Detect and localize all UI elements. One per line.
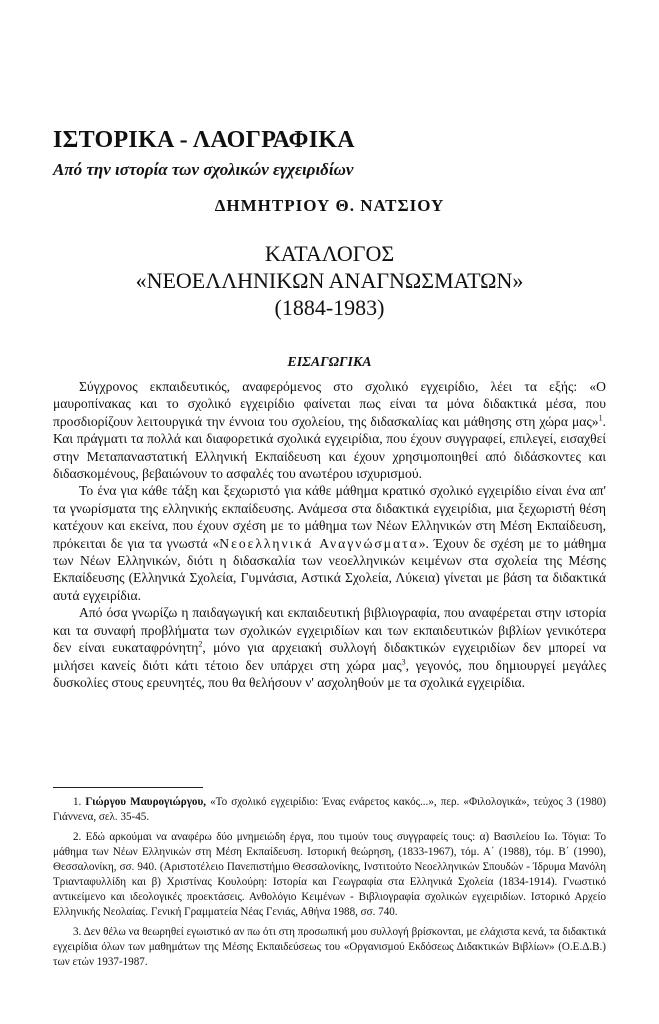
paragraph-3-text-a: Από όσα γνωρίζω η παιδαγωγική και εκπαιδευτική βιβλιογραφία, που αναφέρεται στην ιστορία και τα συναφή προβλήματα των σχολικών εγχειριδίων και των εκπαιδευτικών βιβλίων γενικότερα δεν είναι ευκαταφρόνητη: [53, 605, 606, 656]
footnotes: [53, 795, 606, 975]
paragraph-1-text-a: Σύγχρονος εκπαιδευτικός, αναφερόμενος στο σχολικό εγχειρίδιο, λέει τα εξής: «Ο μαυροπίνακας και το σχολικό εγχειρίδιο φαίνεται πως είναι τα μόνα διδακτικά μέσα, που προσδιορίζουν λειτουργικά την έννοια του σχολείου, της διδασκαλίας και μάθησης στη χώρα μας»: [53, 379, 606, 429]
footnote-1-number: 1.: [73, 796, 86, 808]
paragraph-1-text-b: . Και πράγματι τα πολλά και διαφορετικά σχολικά εγχειρίδια, που έχουν συγγραφεί, επιλεγεί, εισαχθεί στην Μεταπαναστατική Ελληνική Εκπαίδευση και έχουν χρησιμοποιηθεί από διδάσκοντες και διδασκομένους, βεβαιώνουν το ασφαλές του ανωτέρου ισχυρισμού.: [53, 413, 606, 482]
footnote-1-author: Γιώργου Μαυρογιώργου,: [85, 796, 206, 808]
footnote-2: 2. Εδώ αρκούμαι να αναφέρω δύο μνημειώδη έργα, που τιμούν τους συγγραφείς τους: α) Βασιλείου Ιω. Τόγια: Το μάθημα των Νέων Ελληνικών στη Μέση Εκπαίδευση. Ιστορική θεώρηση, (1833-1967), τόμ. Α΄ (1988), τόμ. Β΄ (1990), Θεσσαλονίκη, σσ. 940. (Αριστοτέλειο Πανεπιστήμιο Θεσσαλονίκης, Ινστιτούτο Νεοελληνικών Σπουδών - Ίδρυμα Μανόλη Τριανταφυλλίδη και β) Χριστίνας Κουλούρη: Ιστορία και Γεωγραφία στα Ελληνικά Σχολεία (1834-1914). Γνωστικό αντικείμενο και ιδεολογικές προεκτάσεις. Ανθολόγιο Κειμένων - Βιβλιογραφία σχολικών εγχειριδίων. Ιστορικό Αρχείο Ελληνικής Νεολαίας. Γενική Γραμματεία Νέας Γενιάς, Αθήνα 1988, σσ. 740.: [53, 831, 606, 918]
paragraph-3-text-b: , μόνο για αρχειακή συλλογή διδακτικών εγχειριδίων δεν μπορεί να μιλήσει κανείς διότι κάτι τέτοιο δεν υπάρχει στη χώρα μας: [53, 640, 607, 673]
article-title: [53, 240, 606, 321]
article-title-line-1: ΚΑΤΑΛΟΓΟΣ: [264, 241, 395, 266]
paragraph-2-text-b: ». Έχουν δε σχέση με το μάθημα των Νέων Ελληνικών, διότι η διδασκαλία των νεοελληνικών κειμένων στα σχολεία της Μέσης Εκπαίδευσης (Ελληνικά Σχολεία, Γυμνάσια, Αστικά Σχολεία, Λύκεια) γίνεται με βάση τα διδακτικά αυτά εγχειρίδια.: [53, 535, 606, 603]
footnote-1: [53, 795, 606, 825]
author-name: ΔΗΜΗΤΡΙΟΥ Θ. ΝΑΤΣΙΟΥ: [214, 196, 445, 215]
paragraph-2-text-a: Το ένα για κάθε τάξη και ξεχωριστό για κάθε μάθημα κρατικό σχολικό εγχειρίδιο είναι ένα απ' τα γνωρίσματα της ελληνικής εκπαίδευσης. Ανάμεσα στα διδακτικά εγχειρίδια, μια ξεχωριστή θέση κατέχουν και εκείνα, που έχουν σχέση με το μάθημα των Νέων Ελληνικών στη Μέση Εκπαίδευση, πρόκειται δε για τα γνωστά «: [53, 483, 606, 551]
paragraph-1: [53, 378, 606, 482]
footnote-1-text: «Το σχολικό εγχειρίδιο: Ένας ενάρετος κακός...», περ. «Φιλολογικά», τεύχος 3 (1980) Γιάννενα, σελ. 35-45.: [53, 796, 606, 823]
paragraph-2: [53, 482, 606, 604]
article-title-line-3: (1884-1983): [274, 295, 385, 320]
footnote-divider: [53, 787, 203, 788]
paragraph-3-text-c: , γεγονός, που δημιουργεί μεγάλες δυσκολίες στους ερευνητές, που θα θελήσουν ν' ασχοληθούν με τα σχολικά εγχειρίδια.: [53, 657, 606, 690]
article-title-line-2: «ΝΕΟΕΛΛΗΝΙΚΩΝ ΑΝΑΓΝΩΣΜΑΤΩΝ»: [135, 268, 524, 293]
paragraph-2-emphasis: Νεοελληνικά Αναγνώσματα: [219, 535, 419, 551]
paragraph-3: [53, 604, 606, 691]
article-subtitle: Από την ιστορία των σχολικών εγχειριδίων: [53, 160, 354, 179]
footnote-ref-3[interactable]: 3: [401, 656, 406, 666]
intro-heading: ΕΙΣΑΓΩΓΙΚΑ: [287, 355, 372, 370]
footnote-ref-2[interactable]: 2: [198, 639, 203, 649]
section-title: ΙΣΤΟΡΙΚΑ - ΛΑΟΓΡΑΦΙΚΑ: [53, 127, 355, 153]
footnote-ref-1[interactable]: 1: [598, 413, 603, 423]
footnote-3: 3. Δεν θέλω να θεωρηθεί εγωιστικό αν πω ότι στη προσωπική μου συλλογή βρίσκονται, με ελάχιστα κενά, τα διδακτικά εγχειρίδια όλων των μαθημάτων της Μέσης Εκπαιδεύσεως του «Οργανισμού Εκδόσεως Διδακτικών Βιβλίων» (Ο.Ε.Δ.Β.) των ετών 1937-1987.: [53, 926, 606, 968]
body-text: [53, 378, 606, 691]
